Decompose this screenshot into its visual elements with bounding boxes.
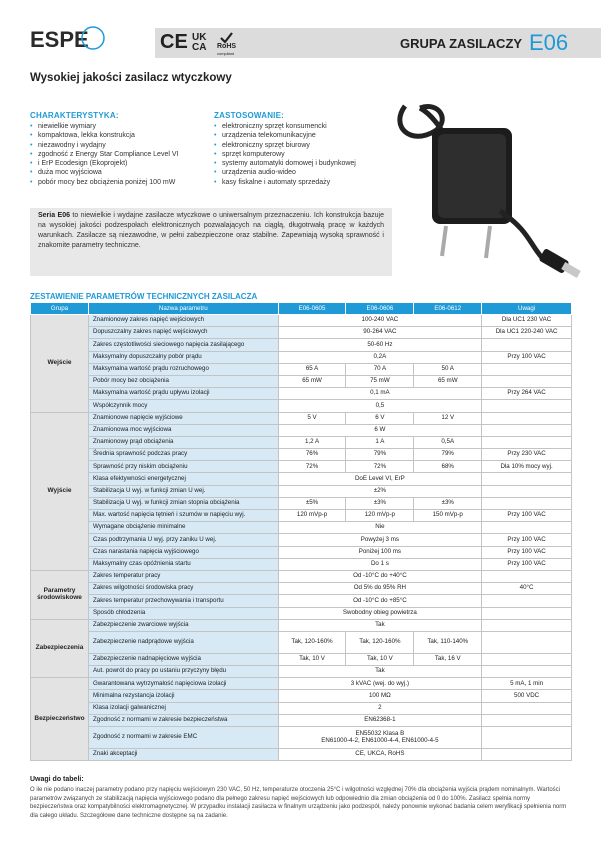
note-cell [482,400,572,412]
table-row [31,727,572,749]
table-row [31,461,572,473]
emc-line-1: EN55032 Klasa B [355,729,405,737]
rohs-mark [217,30,257,56]
note-cell: Przy 100 VAC [482,534,572,546]
param-name: Pobór mocy bez obciążenia [88,375,278,387]
table-row [31,449,572,461]
notes-title: Uwagi do tabeli: [30,776,84,783]
note-cell [482,497,572,509]
value-cell: Powyżej 3 ms [278,534,482,546]
series-name: Seria E06 [38,212,70,219]
table-row [31,570,572,582]
description-text: to niewielkie i wydajne zasilacze wtyczkowe o uniwersalnym przeznaczeniu. Ich konstrukcja bazuje na wysokiej jakości podzespołach elektronicznych pozwalających na ciągłą, długotrwałą pracę w każdych warunkach. Zasilacze są niezawodne, w pełni zabezpieczone oraz stabilne. Zapewniają wysoką sprawność i znakomite parametry techniczne. [38,212,384,249]
note-cell: Przy 100 VAC [482,546,572,558]
rohs-label: RoHS [217,43,237,50]
note-cell [482,595,572,607]
table-row [31,690,572,702]
param-name: Zabezpieczenie nadnapięciowe wyjścia [88,653,278,665]
table-row [31,546,572,558]
value-cell: Tak [278,619,482,631]
param-name: Zakres częstotliwości sieciowego napięcia zasilającego [88,339,278,351]
param-name: Klasa izolacji galwanicznej [88,702,278,714]
value-cell: 79% [414,449,482,461]
value-cell: 68% [414,461,482,473]
list-item: • kompaktowa, lekka konstrukcja [30,131,210,140]
param-name: Znamionowe napięcie wyjściowe [88,412,278,424]
logo-text: ESPE [30,27,89,52]
value-cell: Tak, 120-160% [346,631,414,653]
table-row [31,375,572,387]
group-cell: Wyjście [31,412,89,570]
table-row [31,497,572,509]
table-row [31,583,572,595]
note-cell [482,619,572,631]
note-cell [482,727,572,749]
table-row [31,534,572,546]
note-cell [482,436,572,448]
note-cell [482,412,572,424]
group-code: E06 [529,30,569,55]
table-row [31,485,572,497]
value-cell: ±2% [278,485,482,497]
list-item: • duża moc wyjściowa [30,168,210,177]
param-name: Max. wartość napięcia tętnień i szumów w napięciu wyj. [88,510,278,522]
table-row [31,678,572,690]
param-name: Znamionowy zakres napięć wejściowych [88,315,278,327]
value-cell: CE, UKCA, RoHS [278,749,482,761]
table-row [31,522,572,534]
table-row [31,473,572,485]
param-name: Zgodność z normami w zakresie EMC [88,727,278,749]
value-cell: ±5% [278,497,346,509]
note-cell: Przy 100 VAC [482,510,572,522]
group-cell: Zabezpieczenia [31,619,89,678]
param-name: Sposób chłodzenia [88,607,278,619]
table-header: Uwagi [482,303,572,315]
value-cell: 3 kVAC (wej. do wyj.) [278,678,482,690]
value-cell: 72% [278,461,346,473]
note-cell [482,607,572,619]
table-title: ZESTAWIENIE PARAMETRÓW TECHNICZNYCH ZASILACZA [30,292,258,301]
table-row [31,510,572,522]
spec-table [30,302,572,761]
table-header-row [31,303,572,315]
value-cell: 2 [278,702,482,714]
value-cell: Od 5% do 95% RH [278,583,482,595]
applications-heading: ZASTOSOWANIE: [214,111,285,120]
value-cell: 76% [278,449,346,461]
table-row [31,595,572,607]
table-header: E06-0605 [278,303,346,315]
value-cell: ±3% [414,497,482,509]
table-header: Nazwa parametru [88,303,278,315]
value-cell: 1 A [346,436,414,448]
value-cell: Tak, 16 V [414,653,482,665]
value-cell: 50 A [414,363,482,375]
value-cell: 0,5A [414,436,482,448]
table-row [31,436,572,448]
group-cell: Wejście [31,315,89,413]
param-name: Stabilizacja U wyj. w funkcji zmian U wej. [88,485,278,497]
param-name: Klasa efektywności energetycznej [88,473,278,485]
value-cell: 5 V [278,412,346,424]
list-item: • zgodność z Energy Star Compliance Level VI [30,150,210,159]
value-cell: 150 mVp-p [414,510,482,522]
value-cell: 6 W [278,424,482,436]
value-cell: Poniżej 100 ms [278,546,482,558]
param-name: Zabezpieczenie zwarciowe wyjścia [88,619,278,631]
features-list [30,122,210,187]
page-subtitle: Wysokiej jakości zasilacz wtyczkowy [30,72,232,84]
value-cell: 75 mW [346,375,414,387]
param-name: Zgodność z normami w zakresie bezpieczeństwa [88,714,278,726]
page-header [0,0,601,66]
value-cell: 50-60 Hz [278,339,482,351]
note-cell: 40°C [482,583,572,595]
value-cell: Swobodny obieg powietrza [278,607,482,619]
param-name: Znamionowa moc wyjściowa [88,424,278,436]
value-cell: Do 1 s [278,558,482,570]
note-cell [482,631,572,653]
table-row [31,653,572,665]
list-item: • sprzęt komputerowy [214,150,384,159]
note-cell: 5 mA, 1 min [482,678,572,690]
list-item: • elektroniczny sprzęt biurowy [214,141,384,150]
param-name: Zakres temperatur przechowywania i transportu [88,595,278,607]
table-row [31,702,572,714]
table-row [31,714,572,726]
espe-logo [30,24,120,54]
param-name: Znaki akceptacji [88,749,278,761]
value-cell: Tak [278,666,482,678]
product-image [380,86,601,306]
param-name: Maksymalna wartość prądu upływu izolacji [88,388,278,400]
table-row [31,400,572,412]
value-cell: 0,1 mA [278,388,482,400]
description-box [30,208,392,276]
note-cell [482,702,572,714]
param-name: Czas narastania napięcia wyjściowego [88,546,278,558]
list-item: • kasy fiskalne i automaty sprzedaży [214,178,384,187]
param-name: Współczynnik mocy [88,400,278,412]
value-cell: 1,2 A [278,436,346,448]
param-name: Aut. powrót do pracy po ustaniu przyczyny błędu [88,666,278,678]
table-row [31,424,572,436]
table-header: E06-0612 [414,303,482,315]
table-row [31,749,572,761]
value-cell: Nie [278,522,482,534]
note-cell [482,749,572,761]
note-cell: Przy 264 VAC [482,388,572,400]
param-name: Średnia sprawność podczas pracy [88,449,278,461]
value-cell: 0,5 [278,400,482,412]
note-cell: Dla UC1 230 VAC [482,315,572,327]
list-item: • systemy automatyki domowej i budynkowej [214,159,384,168]
param-name: Maksymalny dopuszczalny pobór prądu [88,351,278,363]
value-cell: Tak, 10 V [278,653,346,665]
value-cell: 70 A [346,363,414,375]
note-cell: Przy 100 VAC [482,351,572,363]
param-name: Czas podtrzymania U wyj. przy zaniku U wej. [88,534,278,546]
table-row [31,619,572,631]
table-header: E06-0606 [346,303,414,315]
note-cell: Przy 100 VAC [482,558,572,570]
table-row [31,351,572,363]
value-cell: ±3% [346,497,414,509]
group-cell: Bezpieczeństwo [31,678,89,761]
table-row [31,666,572,678]
param-name: Sprawność przy niskim obciążeniu [88,461,278,473]
value-cell: EN62368-1 [278,714,482,726]
note-cell: Dla UC1 220-240 VAC [482,327,572,339]
table-row [31,558,572,570]
group-cell: Parametry środowiskowe [31,570,89,619]
table-row [31,315,572,327]
value-cell: DoE Level VI, ErP [278,473,482,485]
note-cell: 500 VDC [482,690,572,702]
table-row [31,631,572,653]
note-cell [482,653,572,665]
note-cell [482,339,572,351]
features-heading: CHARAKTERYSTYKA: [30,111,119,120]
param-name: Zabezpieczenie nadprądowe wyjścia [88,631,278,653]
list-item: • urządzenia telekomunikacyjne [214,131,384,140]
param-name: Zakres wilgotności środowiska pracy [88,583,278,595]
value-cell: 72% [346,461,414,473]
ukca-top: UK [192,32,207,43]
value-cell: 65 A [278,363,346,375]
note-cell [482,424,572,436]
value-cell: 120 mVp-p [278,510,346,522]
table-row [31,327,572,339]
value-cell: 6 V [346,412,414,424]
value-cell: 0,2A [278,351,482,363]
emc-line-2: EN61000-4-2, EN61000-4-4, EN61000-4-5 [321,736,439,744]
note-cell [482,522,572,534]
list-item: • niewielkie wymiary [30,122,210,131]
value-cell: 90-264 VAC [278,327,482,339]
note-cell [482,473,572,485]
table-row [31,363,572,375]
value-cell: Tak, 110-140% [414,631,482,653]
value-cell: 100 MΩ [278,690,482,702]
note-cell [482,375,572,387]
table-row [31,607,572,619]
value-cell: 65 mW [278,375,346,387]
ukca-mark [192,33,212,53]
note-cell: Dla 10% mocy wyj. [482,461,572,473]
param-name: Maksymalny czas opóźnienia startu [88,558,278,570]
param-name: Gwarantowana wytrzymałość napięciowa izolacji [88,678,278,690]
list-item: • urządzenia audio-wideo [214,168,384,177]
value-cell: 120 mVp-p [346,510,414,522]
param-name: Wymagane obciążenie minimalne [88,522,278,534]
value-cell: 79% [346,449,414,461]
value-cell: Tak, 10 V [346,653,414,665]
value-cell: Tak, 120-160% [278,631,346,653]
note-cell [482,363,572,375]
param-name: Maksymalna wartość prądu rozruchowego [88,363,278,375]
list-item: • i ErP Ecodesign (Ekoprojekt) [30,159,210,168]
value-cell: Od -10°C do +85°C [278,595,482,607]
table-row [31,339,572,351]
note-cell [482,485,572,497]
param-name: Dopuszczalny zakres napięć wejściowych [88,327,278,339]
value-cell: Od -10°C do +40°C [278,570,482,582]
value-cell: 65 mW [414,375,482,387]
note-cell: Przy 230 VAC [482,449,572,461]
param-name: Znamionowy prąd obciążenia [88,436,278,448]
value-cell [278,727,482,749]
table-row [31,412,572,424]
note-cell [482,714,572,726]
list-item: • elektroniczny sprzęt konsumencki [214,122,384,131]
param-name: Stabilizacja U wyj. w funkcji zmian stopnia obciążenia [88,497,278,509]
value-cell: 12 V [414,412,482,424]
ce-mark: CE [160,31,188,53]
list-item: • niezawodny i wydajny [30,141,210,150]
rohs-sub: compliant [217,51,235,56]
ukca-bottom: CA [192,42,207,53]
table-header: Grupa [31,303,89,315]
note-cell [482,570,572,582]
table-row [31,388,572,400]
value-cell: 100-240 VAC [278,315,482,327]
param-name: Zakres temperatur pracy [88,570,278,582]
param-name: Minimalna rezystancja izolacji [88,690,278,702]
group-title: GRUPA ZASILACZY [400,36,523,51]
note-cell [482,666,572,678]
notes-text: O ile nie podano inaczej parametry podano przy napięciu wejściowym 230 VAC, 50 Hz, temperaturze otoczenia 25°C i wilgotności względnej 70% dla obciążenia wyjścia prądem nominalnym. Wartości parametrów związanych ze stabilizacją napięcia wyjściowego podano dla pełnego zakresu napięć wejściowych lub odpowiednio dla zmian obciążenia od 0 do 100%. Zasilacz spełnia normy bezpieczeństwa oraz kompatybilności elektromagnetycznej. W przypadku instalacji zasilacza w finalnym urządzeniu jako podzespół, należy ponownie wykonać badania celem weryfikacji spełnienia norm dla całego układu. Szczegółowe dane techniczne dostępne są na zadanie. [30,787,567,819]
list-item: • pobór mocy bez obciążenia poniżej 100 mW [30,178,210,187]
applications-list [214,122,384,187]
